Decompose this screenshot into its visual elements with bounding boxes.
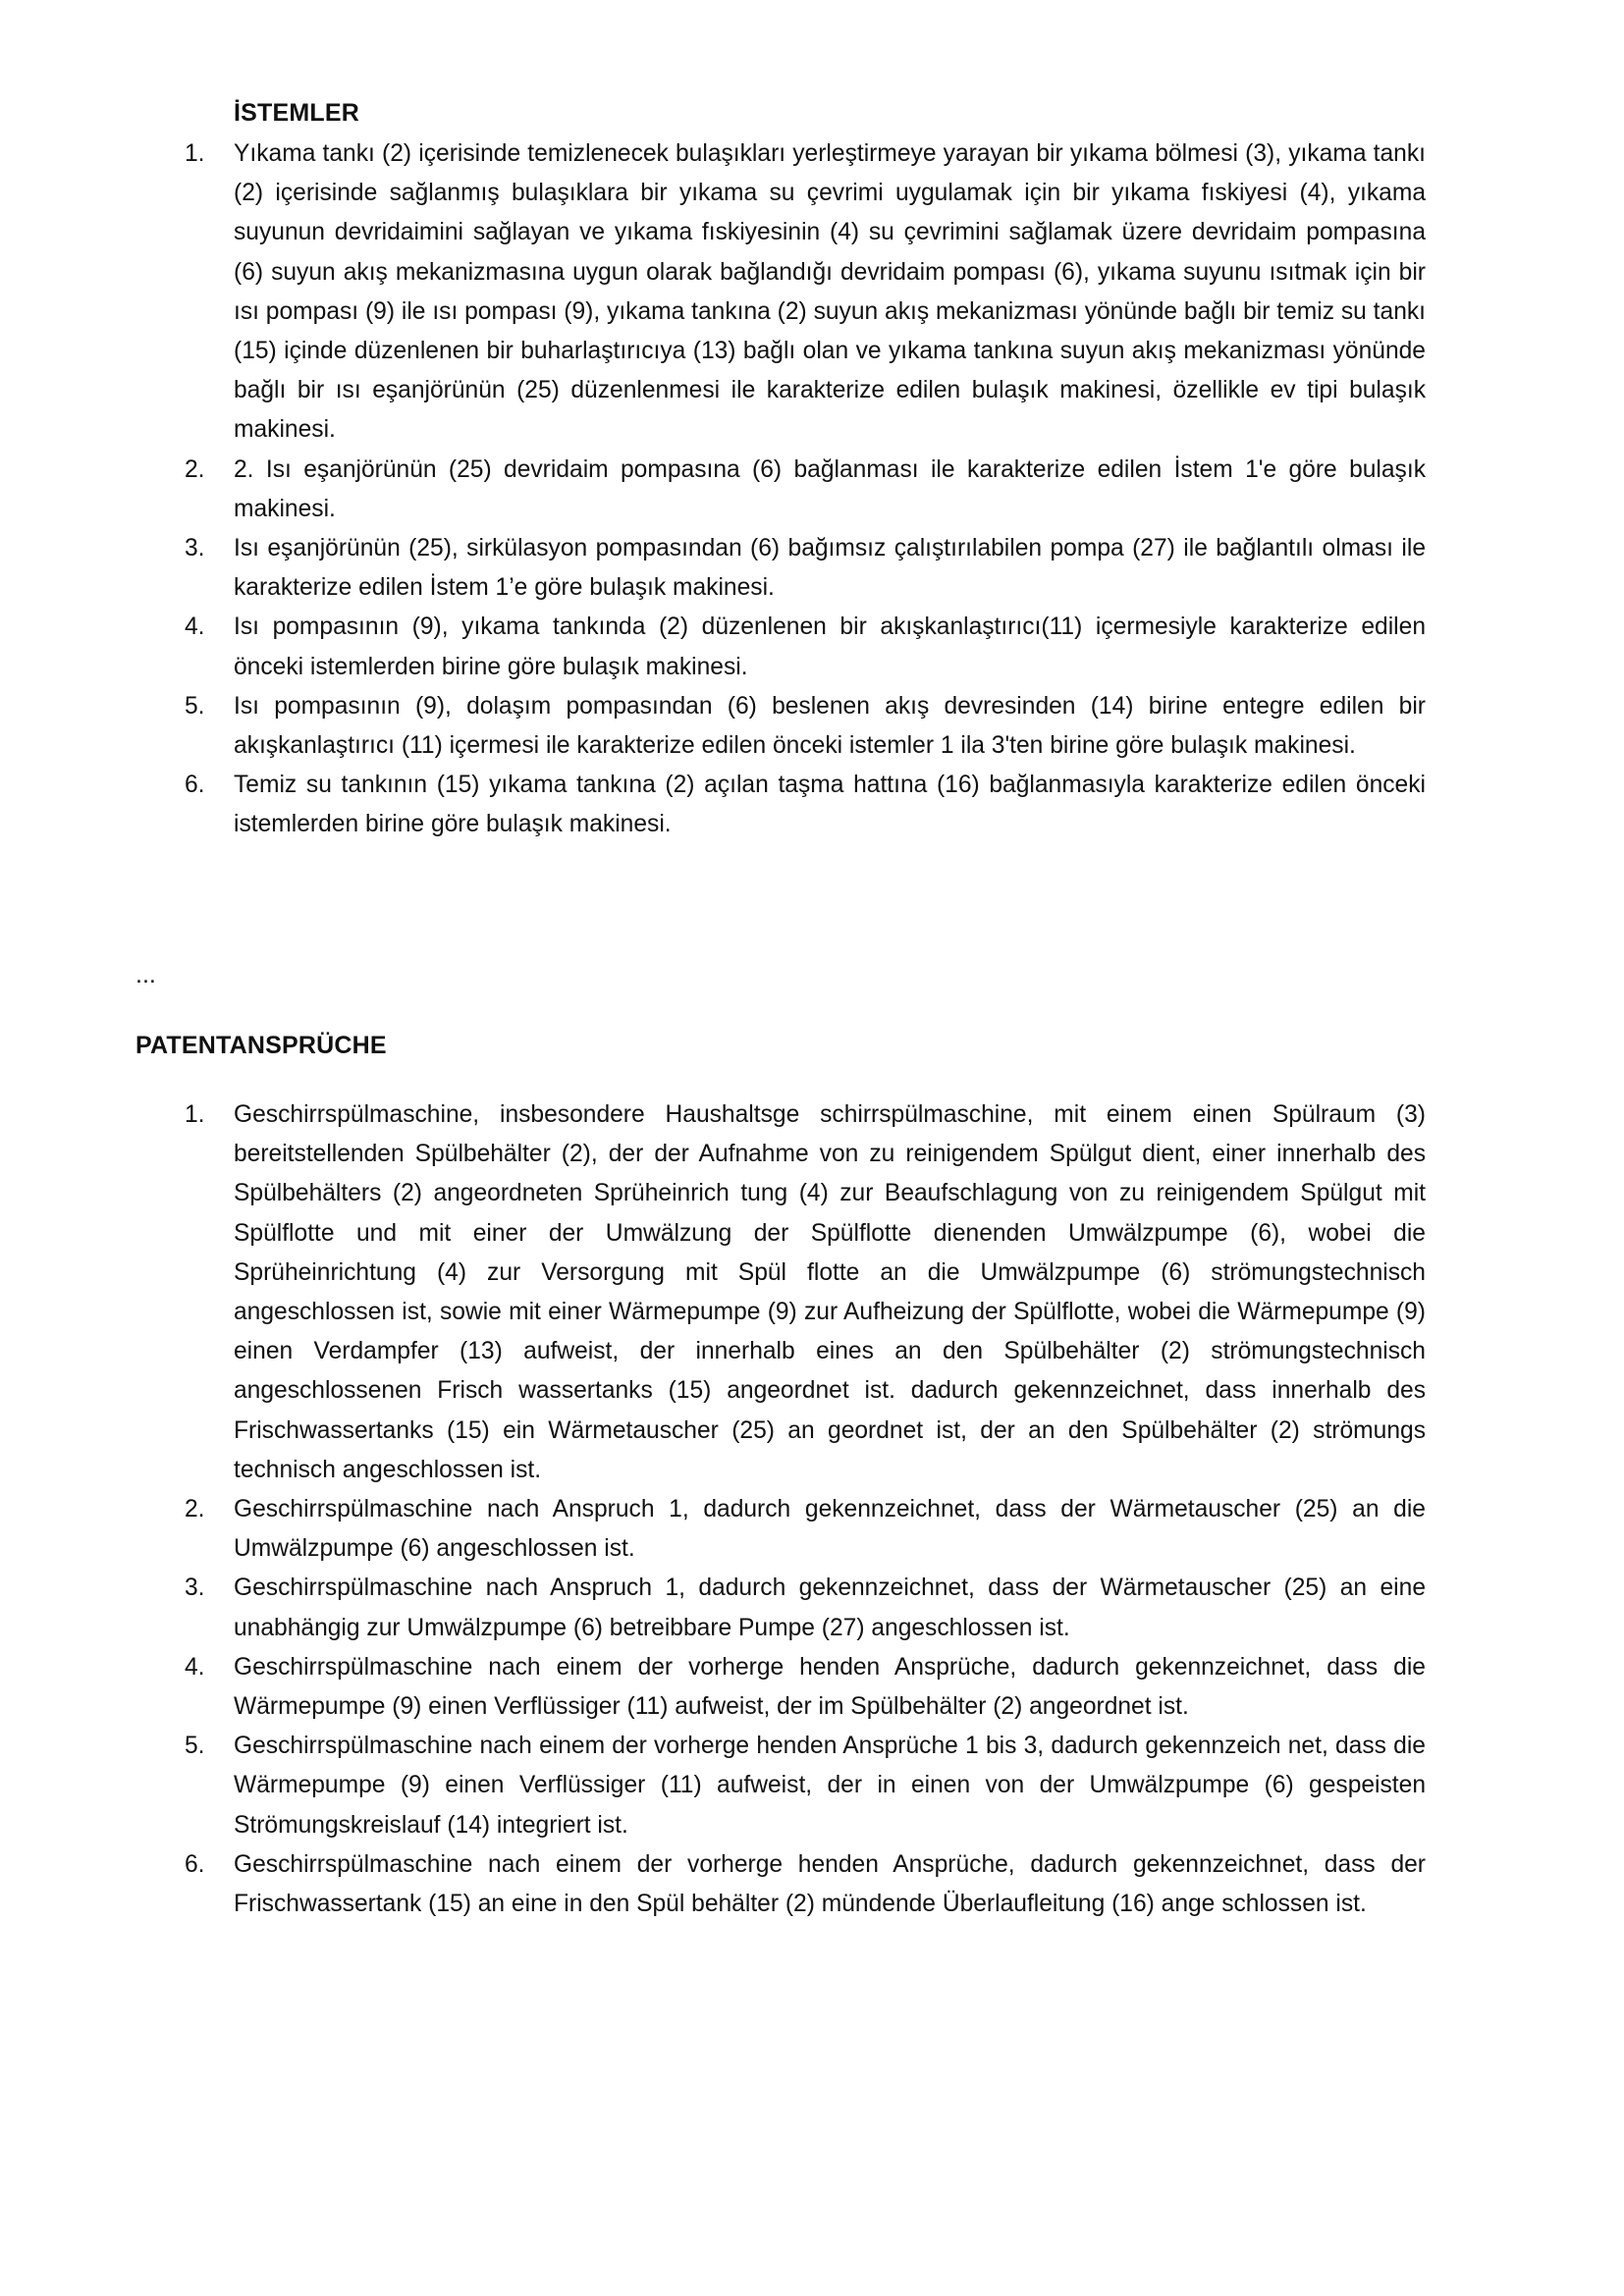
claim-item [185, 1490, 1426, 1569]
claim-number: 5. [185, 692, 205, 720]
claim-number: 2. [185, 1496, 205, 1523]
claim-number: 3. [185, 535, 205, 562]
claim-item [185, 529, 1426, 608]
claim-item [185, 1648, 1426, 1727]
claim-item [185, 134, 1426, 451]
omission-ellipsis: ... [135, 961, 156, 988]
claim-text: Yıkama tankı (2) içerisinde temizlenecek bulaşıkları yerleştirmeye yarayan bir yıkama bölmesi (3), yıkama tankı (2) içerisinde sağlanmış bulaşıklara bir yıkama su çevrimi uygulamak için bir yıkama fıskiyesi (4), yıkama suyunun devridaimini sağlayan ve yıkama fıskiyesinin (4) su çevrimini sağlamak üzere devridaim pompasına (6) suyun akış mekanizmasına uygun olarak bağlandığı devridaim pompası (6), yıkama suyunu ısıtmak için bir ısı pompası (9) ile ısı pompası (9), yıkama tankına (2) suyun akış mekanizması yönünde bağlı bir temiz su tankı (15) içinde düzenlenen bir buharlaştırıcıya (13) bağlı olan ve yıkama tankına suyun akış mekanizması yönünde bağlı bir ısı eşanjörünün (25) düzenlenmesi ile karakterize edilen bulaşık makinesi, özellikle ev tipi bulaşık makinesi. [234, 140, 1426, 444]
claim-text: Geschirrspülmaschine nach einem der vorherge henden Ansprüche, dadurch gekennzeichnet, dass der Frischwassertank (15) an eine in den Spül behälter (2) mündende Überlaufleitung (16) ange schlossen ist. [234, 1850, 1426, 1918]
claim-number: 6. [185, 1850, 205, 1878]
claim-text: Geschirrspülmaschine nach Anspruch 1, dadurch gekennzeichnet, dass der Wärmetauscher (25) an eine unabhängig zur Umwälzpumpe (6) betreibbare Pumpe (27) angeschlossen ist. [234, 1575, 1426, 1641]
claim-text: Isı eşanjörünün (25), sirkülasyon pompasından (6) bağımsız çalıştırılabilen pompa (27) ile bağlantılı olması ile karakterize edilen İstem 1’e göre bulaşık makinesi. [234, 535, 1426, 602]
turkish-claims-heading: İSTEMLER [234, 99, 359, 127]
claim-item [185, 1569, 1426, 1647]
claim-item [185, 608, 1426, 686]
claim-text: 2. Isı eşanjörünün (25) devridaim pompasına (6) bağlanması ile karakterize edilen İstem 1'e göre bulaşık makinesi. [234, 455, 1426, 522]
claim-item [185, 687, 1426, 766]
claim-number: 3. [185, 1575, 205, 1602]
claim-item [185, 1095, 1426, 1490]
claim-number: 5. [185, 1733, 205, 1760]
claim-text: Geschirrspülmaschine nach einem der vorherge henden Ansprüche, dadurch gekennzeichnet, dass die Wärmepumpe (9) einen Verflüssiger (11) aufweist, der im Spülbehälter (2) angeordnet ist. [234, 1653, 1426, 1721]
claim-text: Geschirrspülmaschine, insbesondere Haushaltsge schirrspülmaschine, mit einem einen Spülraum (3) bereitstellenden Spülbehälter (2), der der Aufnahme von zu reinigendem Spülgut dient, einer innerhalb des Spülbehälters (2) angeordneten Sprüheinrich tung (4) zur Beaufschlagung von zu reinigendem Spülgut mit Spülflotte und mit einer der Umwälzung der Spülflotte dienenden Umwälzpumpe (6), wobei die Sprüheinrichtung (4) zur Versorgung mit Spül flotte an die Umwälzpumpe (6) strömungstechnisch angeschlossen ist, sowie mit einer Wärmepumpe (9) zur Aufheizung der Spülflotte, wobei die Wärmepumpe (9) einen Verdampfer (13) aufweist, der innerhalb eines an den Spülbehälter (2) strömungstechnisch angeschlossenen Frisch wassertanks (15) angeordnet ist. dadurch gekennzeichnet, dass innerhalb des Frischwassertanks (15) ein Wärmetauscher (25) an geordnet ist, der an den Spülbehälter (2) strömungs technisch angeschlossen ist. [234, 1101, 1426, 1483]
claim-number: 1. [185, 140, 205, 167]
german-claims-heading: PATENTANSPRÜCHE [135, 1032, 387, 1059]
claim-number: 4. [185, 614, 205, 641]
claim-text: Geschirrspülmaschine nach einem der vorherge henden Ansprüche 1 bis 3, dadurch gekennzeich net, dass die Wärmepumpe (9) einen Verflüssiger (11) aufweist, der in einen von der Umwälzpumpe (6) gespeisten Strömungskreislauf (14) integriert ist. [234, 1733, 1426, 1839]
claim-item [185, 451, 1426, 529]
claim-text: Temiz su tankının (15) yıkama tankına (2) açılan taşma hattına (16) bağlanmasıyla karakterize edilen önceki istemlerden birine göre bulaşık makinesi. [234, 772, 1426, 838]
german-claims-list [185, 1095, 1426, 1924]
claim-text: Isı pompasının (9), yıkama tankında (2) düzenlenen bir akışkanlaştırıcı(11) içermesiyle karakterize edilen önceki istemlerden birine göre bulaşık makinesi. [234, 614, 1426, 680]
claim-item [185, 1727, 1426, 1845]
claim-number: 1. [185, 1101, 205, 1128]
claim-number: 4. [185, 1653, 205, 1681]
claim-text: Geschirrspülmaschine nach Anspruch 1, dadurch gekennzeichnet, dass der Wärmetauscher (25) an die Umwälzpumpe (6) angeschlossen ist. [234, 1496, 1426, 1563]
claim-item [185, 766, 1426, 844]
claim-item [185, 1845, 1426, 1924]
claim-text: Isı pompasının (9), dolaşım pompasından (6) beslenen akış devresinden (14) birine entegre edilen bir akışkanlaştırıcı (11) içermesi ile karakterize edilen önceki istemler 1 ila 3'ten birine göre bulaşık makinesi. [234, 692, 1426, 760]
claim-number: 2. [185, 455, 205, 483]
turkish-claims-list [185, 134, 1426, 845]
claim-number: 6. [185, 772, 205, 799]
